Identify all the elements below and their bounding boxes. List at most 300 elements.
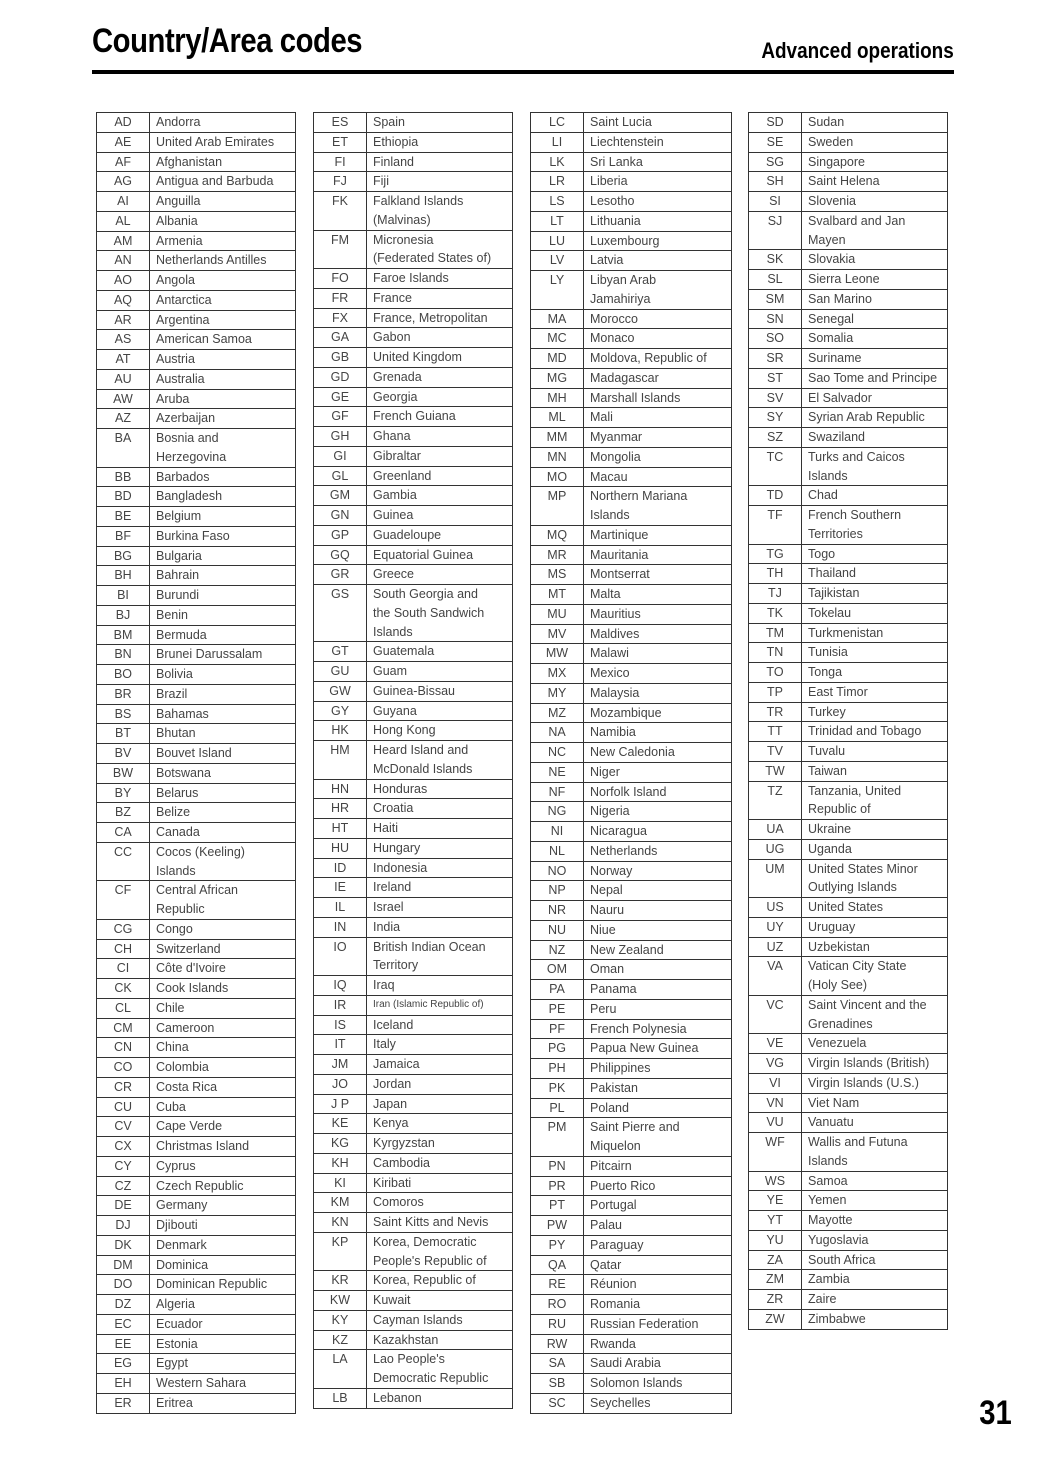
country-code: AQ <box>96 291 150 310</box>
country-name: Ireland <box>367 878 513 897</box>
table-row <box>748 212 948 251</box>
table-row <box>748 1133 948 1172</box>
table-row <box>313 172 513 192</box>
country-code: SK <box>748 250 802 269</box>
country-code: SA <box>530 1354 584 1373</box>
country-name: Kiribati <box>367 1174 513 1193</box>
country-name: Niue <box>584 921 732 940</box>
table-row <box>313 702 513 722</box>
table-row <box>748 1172 948 1192</box>
country-name: Suriname <box>802 349 948 368</box>
table-row <box>313 486 513 506</box>
country-code: US <box>748 898 802 917</box>
table-row <box>748 1054 948 1074</box>
country-code: CA <box>96 823 150 842</box>
country-code: BE <box>96 507 150 526</box>
country-name: Senegal <box>802 310 948 329</box>
table-row <box>96 881 296 920</box>
country-code: J P <box>313 1095 367 1114</box>
country-name: Ghana <box>367 427 513 446</box>
page-title: Country/Area codes <box>92 22 363 60</box>
section-title: Advanced operations <box>761 38 954 63</box>
table-row <box>530 1374 732 1394</box>
country-code: DJ <box>96 1216 150 1235</box>
country-name: Marshall Islands <box>584 389 732 408</box>
country-code: TR <box>748 703 802 722</box>
country-code: MH <box>530 389 584 408</box>
country-name: Guam <box>367 662 513 681</box>
table-row <box>313 819 513 839</box>
country-code: NA <box>530 723 584 742</box>
table-row <box>748 938 948 958</box>
country-code: HN <box>313 780 367 799</box>
country-code: NI <box>530 822 584 841</box>
table-row <box>530 448 732 468</box>
country-name: Solomon Islands <box>584 1374 732 1393</box>
country-name: Malawi <box>584 644 732 663</box>
table-row <box>530 1118 732 1157</box>
country-code: MG <box>530 369 584 388</box>
table-row <box>96 724 296 744</box>
table-row <box>530 743 732 763</box>
country-name: Viet Nam <box>802 1094 948 1113</box>
table-row <box>313 467 513 487</box>
country-code: MR <box>530 546 584 565</box>
country-name: Tokelau <box>802 604 948 623</box>
country-code: LK <box>530 153 584 172</box>
country-code: MO <box>530 468 584 487</box>
table-row <box>748 703 948 723</box>
table-row <box>748 250 948 270</box>
country-name: Wallis and Futuna Islands <box>802 1133 948 1171</box>
country-code: HK <box>313 721 367 740</box>
country-name: Antigua and Barbuda <box>150 172 296 191</box>
country-code: CO <box>96 1058 150 1077</box>
country-name: Kyrgyzstan <box>367 1134 513 1153</box>
table-row <box>530 1216 732 1236</box>
country-code: DZ <box>96 1295 150 1314</box>
country-code: BJ <box>96 606 150 625</box>
country-code: SR <box>748 349 802 368</box>
country-name: Tonga <box>802 663 948 682</box>
code-table-column-3 <box>530 112 732 1414</box>
table-row <box>530 921 732 941</box>
table-row <box>313 585 513 642</box>
table-row <box>313 780 513 800</box>
country-name: Lao People's Democratic Republic <box>367 1350 513 1388</box>
country-name: United Arab Emirates <box>150 133 296 152</box>
country-name: Poland <box>584 1099 732 1118</box>
country-code: IQ <box>313 976 367 995</box>
table-row <box>313 799 513 819</box>
country-name: Guatemala <box>367 642 513 661</box>
table-row <box>748 663 948 683</box>
table-row <box>313 309 513 329</box>
table-row <box>748 1211 948 1231</box>
country-name: Faroe Islands <box>367 269 513 288</box>
table-row <box>96 803 296 823</box>
country-name: Malta <box>584 585 732 604</box>
country-name: Pitcairn <box>584 1157 732 1176</box>
country-code: MZ <box>530 704 584 723</box>
country-code: PG <box>530 1039 584 1058</box>
country-name: Eritrea <box>150 1394 296 1413</box>
country-name: Antarctica <box>150 291 296 310</box>
country-code: SZ <box>748 428 802 447</box>
country-code: RO <box>530 1295 584 1314</box>
country-code: SO <box>748 329 802 348</box>
country-name: Côte d'Ivoire <box>150 959 296 978</box>
table-row <box>748 448 948 487</box>
country-code: LU <box>530 232 584 251</box>
country-code: RE <box>530 1275 584 1294</box>
table-row <box>748 604 948 624</box>
country-code: LY <box>530 271 584 309</box>
country-code: MU <box>530 605 584 624</box>
country-name: Armenia <box>150 232 296 251</box>
table-row <box>313 407 513 427</box>
country-name: Portugal <box>584 1196 732 1215</box>
table-row <box>313 1213 513 1233</box>
country-name: Japan <box>367 1095 513 1114</box>
country-name: El Salvador <box>802 389 948 408</box>
country-code: CC <box>96 843 150 881</box>
table-row <box>96 330 296 350</box>
country-name: Anguilla <box>150 192 296 211</box>
table-row <box>96 350 296 370</box>
country-name: Afghanistan <box>150 153 296 172</box>
country-name: Mauritius <box>584 605 732 624</box>
country-name: Luxembourg <box>584 232 732 251</box>
country-name: Belgium <box>150 507 296 526</box>
country-code: ML <box>530 408 584 427</box>
country-code: TT <box>748 722 802 741</box>
country-code: BY <box>96 784 150 803</box>
country-name: Switzerland <box>150 940 296 959</box>
country-name: Turkey <box>802 703 948 722</box>
country-code: SV <box>748 389 802 408</box>
table-row <box>530 389 732 409</box>
table-row <box>313 526 513 546</box>
table-row <box>96 1038 296 1058</box>
country-code: KH <box>313 1154 367 1173</box>
table-row <box>313 289 513 309</box>
table-row <box>530 329 732 349</box>
country-code: LR <box>530 172 584 191</box>
country-name: Comoros <box>367 1193 513 1212</box>
country-code: QA <box>530 1256 584 1275</box>
table-row <box>530 664 732 684</box>
country-code: AU <box>96 370 150 389</box>
country-name: Guyana <box>367 702 513 721</box>
table-row <box>748 957 948 996</box>
table-row <box>748 172 948 192</box>
table-row <box>748 1191 948 1211</box>
country-name: Italy <box>367 1035 513 1054</box>
country-name: Falkland Islands (Malvinas) <box>367 192 513 230</box>
table-row <box>313 1350 513 1389</box>
country-name: Germany <box>150 1196 296 1215</box>
table-row <box>313 918 513 938</box>
table-row <box>530 901 732 921</box>
table-row <box>313 1193 513 1213</box>
table-row <box>96 665 296 685</box>
table-row <box>530 1315 732 1335</box>
country-name: Libyan Arab Jamahiriya <box>584 271 732 309</box>
country-name: Ukraine <box>802 820 948 839</box>
country-code: JO <box>313 1075 367 1094</box>
country-code: UY <box>748 918 802 937</box>
country-code: LS <box>530 192 584 211</box>
country-name: Tanzania, United Republic of <box>802 782 948 820</box>
country-code: BH <box>96 566 150 585</box>
table-row <box>748 192 948 212</box>
country-code: TZ <box>748 782 802 820</box>
table-row <box>96 685 296 705</box>
country-name: Belize <box>150 803 296 822</box>
country-name: Israel <box>367 898 513 917</box>
country-name: Bahrain <box>150 566 296 585</box>
country-code: CZ <box>96 1177 150 1196</box>
table-row <box>313 898 513 918</box>
country-name: New Caledonia <box>584 743 732 762</box>
table-row <box>748 742 948 762</box>
table-row <box>313 269 513 289</box>
country-name: Cocos (Keeling) Islands <box>150 843 296 881</box>
country-code: VG <box>748 1054 802 1073</box>
country-name: Iceland <box>367 1016 513 1035</box>
table-row <box>313 1035 513 1055</box>
table-row <box>96 271 296 291</box>
table-row <box>748 762 948 782</box>
table-row <box>748 428 948 448</box>
country-name: Venezuela <box>802 1034 948 1053</box>
country-name: Panama <box>584 980 732 999</box>
country-name: China <box>150 1038 296 1057</box>
country-name: Norway <box>584 862 732 881</box>
table-row <box>96 370 296 390</box>
country-name: Aruba <box>150 390 296 409</box>
country-name: Benin <box>150 606 296 625</box>
table-row <box>96 1019 296 1039</box>
country-code: SL <box>748 270 802 289</box>
country-name: Lesotho <box>584 192 732 211</box>
table-row <box>748 1251 948 1271</box>
country-name: Heard Island and McDonald Islands <box>367 741 513 779</box>
country-code: GP <box>313 526 367 545</box>
country-name: Sri Lanka <box>584 153 732 172</box>
country-name: Fiji <box>367 172 513 191</box>
country-name: Egypt <box>150 1354 296 1373</box>
table-row <box>748 722 948 742</box>
table-row <box>96 133 296 153</box>
country-name: Nigeria <box>584 802 732 821</box>
table-row <box>96 979 296 999</box>
country-code: KM <box>313 1193 367 1212</box>
country-name: Vatican City State (Holy See) <box>802 957 948 995</box>
table-row <box>530 192 732 212</box>
country-name: Chile <box>150 999 296 1018</box>
country-name: Namibia <box>584 723 732 742</box>
country-code: BI <box>96 586 150 605</box>
country-name: Saint Lucia <box>584 113 732 132</box>
country-code: ZM <box>748 1270 802 1289</box>
country-name: Canada <box>150 823 296 842</box>
table-row <box>748 840 948 860</box>
country-code: GY <box>313 702 367 721</box>
table-row <box>313 1114 513 1134</box>
country-code: DE <box>96 1196 150 1215</box>
table-row <box>313 1055 513 1075</box>
country-code: UA <box>748 820 802 839</box>
country-name: Greenland <box>367 467 513 486</box>
country-name: Tajikistan <box>802 584 948 603</box>
country-name: Morocco <box>584 310 732 329</box>
country-code: AW <box>96 390 150 409</box>
table-row <box>530 585 732 605</box>
table-row <box>530 232 732 252</box>
table-row <box>313 642 513 662</box>
table-row <box>96 1354 296 1374</box>
country-code: PN <box>530 1157 584 1176</box>
table-row <box>530 941 732 961</box>
country-name: Mauritania <box>584 546 732 565</box>
table-row <box>748 486 948 506</box>
country-name: Bolivia <box>150 665 296 684</box>
country-name: Cameroon <box>150 1019 296 1038</box>
table-row <box>530 428 732 448</box>
country-code: GB <box>313 348 367 367</box>
country-name: French Polynesia <box>584 1020 732 1039</box>
table-row <box>313 1134 513 1154</box>
code-table-column-2 <box>313 112 513 1409</box>
country-name: Kazakhstan <box>367 1331 513 1350</box>
table-row <box>96 487 296 507</box>
country-name: Vanuatu <box>802 1113 948 1132</box>
country-name: Virgin Islands (U.S.) <box>802 1074 948 1093</box>
country-code: LB <box>313 1389 367 1408</box>
country-code: NR <box>530 901 584 920</box>
country-code: UG <box>748 840 802 859</box>
table-row <box>530 822 732 842</box>
country-code: FJ <box>313 172 367 191</box>
country-name: Monaco <box>584 329 732 348</box>
country-code: TC <box>748 448 802 486</box>
country-name: Guinea <box>367 506 513 525</box>
country-name: Swaziland <box>802 428 948 447</box>
country-code: BN <box>96 645 150 664</box>
country-name: Barbados <box>150 468 296 487</box>
country-code: BV <box>96 744 150 763</box>
country-code: GW <box>313 682 367 701</box>
country-name: Lebanon <box>367 1389 513 1408</box>
country-code: MQ <box>530 526 584 545</box>
country-name: Argentina <box>150 311 296 330</box>
country-code: IE <box>313 878 367 897</box>
country-name: Cook Islands <box>150 979 296 998</box>
country-name: Korea, Republic of <box>367 1271 513 1290</box>
table-row <box>313 1075 513 1095</box>
country-name: Haiti <box>367 819 513 838</box>
country-name: Togo <box>802 545 948 564</box>
country-code: TH <box>748 564 802 583</box>
country-name: Sudan <box>802 113 948 132</box>
table-row <box>530 1039 732 1059</box>
country-name: Ethiopia <box>367 133 513 152</box>
table-row <box>530 369 732 389</box>
table-row <box>96 645 296 665</box>
country-name: Slovenia <box>802 192 948 211</box>
table-row <box>748 133 948 153</box>
country-code: PL <box>530 1099 584 1118</box>
country-name: Rwanda <box>584 1335 732 1354</box>
table-row <box>530 1157 732 1177</box>
country-code: CG <box>96 920 150 939</box>
country-code: NF <box>530 783 584 802</box>
country-name: Saint Vincent and the Grenadines <box>802 996 948 1034</box>
country-code: IS <box>313 1016 367 1035</box>
country-code: MY <box>530 684 584 703</box>
table-row <box>530 1275 732 1295</box>
country-code: AI <box>96 192 150 211</box>
country-code: UM <box>748 860 802 898</box>
country-name: South Africa <box>802 1251 948 1270</box>
table-row <box>530 526 732 546</box>
country-name: Maldives <box>584 625 732 644</box>
country-code: NG <box>530 802 584 821</box>
country-code: ZR <box>748 1290 802 1309</box>
table-row <box>530 980 732 1000</box>
country-code: PF <box>530 1020 584 1039</box>
country-code: BA <box>96 429 150 467</box>
country-code: SM <box>748 290 802 309</box>
country-name: Honduras <box>367 780 513 799</box>
country-name: Uzbekistan <box>802 938 948 957</box>
country-code: CM <box>96 1019 150 1038</box>
country-code: VC <box>748 996 802 1034</box>
table-row <box>313 388 513 408</box>
country-name: Syrian Arab Republic <box>802 408 948 427</box>
country-code: PK <box>530 1079 584 1098</box>
country-name: Finland <box>367 153 513 172</box>
country-name: Malaysia <box>584 684 732 703</box>
table-row <box>748 329 948 349</box>
table-row <box>96 1216 296 1236</box>
country-name: Réunion <box>584 1275 732 1294</box>
table-row <box>96 1295 296 1315</box>
table-row <box>96 1374 296 1394</box>
country-name: Brunei Darussalam <box>150 645 296 664</box>
table-row <box>96 527 296 547</box>
country-name: Hungary <box>367 839 513 858</box>
table-row <box>530 487 732 526</box>
country-code: SN <box>748 310 802 329</box>
table-row <box>96 1315 296 1335</box>
country-code: GH <box>313 427 367 446</box>
table-row <box>530 1099 732 1119</box>
country-name: Guadeloupe <box>367 526 513 545</box>
country-name: Mexico <box>584 664 732 683</box>
country-code: LA <box>313 1350 367 1388</box>
country-name: United Kingdom <box>367 348 513 367</box>
table-row <box>96 390 296 410</box>
table-row <box>748 310 948 330</box>
table-row <box>748 389 948 409</box>
country-name: Uruguay <box>802 918 948 937</box>
country-code: PM <box>530 1118 584 1156</box>
country-code: NZ <box>530 941 584 960</box>
country-name: Greece <box>367 565 513 584</box>
